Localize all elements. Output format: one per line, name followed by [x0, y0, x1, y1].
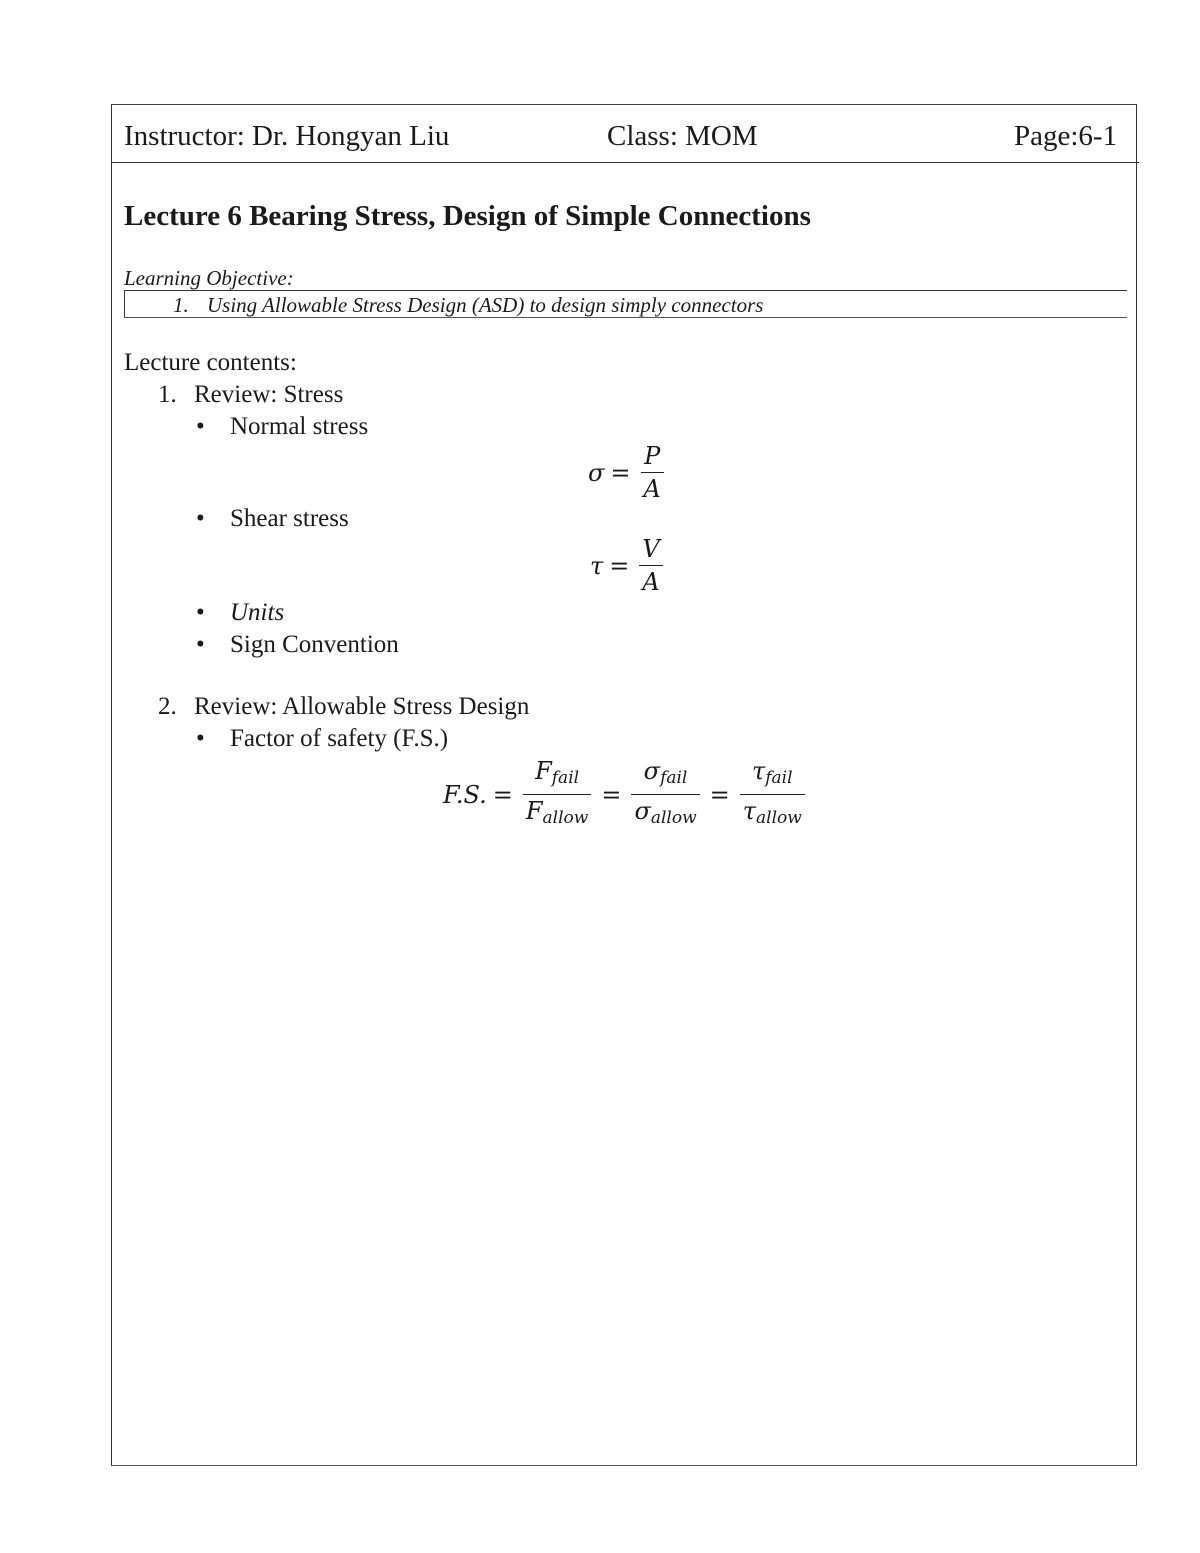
eq-fraction-normal — [631, 755, 699, 834]
eq-fraction-force — [523, 755, 591, 834]
section-review-stress — [158, 379, 343, 411]
eq-numerator — [641, 755, 691, 794]
symbol-sigma: σ — [634, 797, 651, 825]
bullet-text: Shear stress — [230, 505, 349, 532]
bullet-sign-convention — [196, 629, 399, 661]
eq-numerator: P — [644, 442, 661, 470]
header-class: Class: MOM — [607, 120, 758, 152]
section-review-asd — [158, 691, 529, 723]
eq-lhs: F.S. — [443, 780, 487, 809]
eq-equals: = — [492, 780, 513, 809]
equation-shear-stress — [590, 533, 667, 598]
header-rule — [111, 162, 1139, 163]
symbol-tau: τ — [751, 757, 766, 785]
bullet-dot-icon: • — [196, 413, 205, 440]
symbol-sigma: σ — [643, 757, 661, 785]
eq-numerator — [749, 755, 796, 794]
subscript-fail: fail — [765, 768, 793, 788]
objective-item-number: 1. — [173, 293, 189, 317]
bullet-normal-stress — [196, 411, 368, 443]
equation-factor-of-safety — [443, 755, 809, 834]
eq-fraction — [639, 533, 662, 598]
symbol-tau: τ — [742, 797, 757, 825]
bullet-dot-icon: • — [196, 631, 205, 658]
eq-denominator: A — [642, 568, 660, 596]
subscript-fail: fail — [551, 768, 580, 788]
eq-numerator: V — [642, 535, 660, 563]
bullet-factor-of-safety — [196, 723, 448, 755]
objective-item — [173, 292, 763, 318]
symbol-f: F — [535, 757, 552, 785]
subscript-allow: allow — [650, 808, 697, 828]
header-page-number: Page:6-1 — [1014, 120, 1118, 152]
contents-label: Lecture contents: — [124, 349, 297, 376]
eq-fraction-shear — [740, 755, 805, 834]
bullet-dot-icon: • — [196, 505, 205, 532]
eq-equals: = — [601, 780, 622, 809]
bullet-text: Normal stress — [230, 413, 369, 440]
section-title: Review: Allowable Stress Design — [194, 693, 530, 720]
bullet-units — [196, 597, 284, 629]
objective-label: Learning Objective: — [124, 266, 294, 290]
subscript-fail: fail — [660, 768, 688, 788]
eq-numerator — [532, 755, 582, 794]
bullet-text: Units — [230, 599, 285, 626]
subscript-allow: allow — [756, 808, 802, 828]
section-number: 1. — [158, 381, 177, 408]
eq-denominator — [631, 795, 699, 834]
objective-item-text: Using Allowable Stress Design (ASD) to design simply connectors — [207, 293, 764, 317]
section-title: Review: Stress — [194, 381, 344, 408]
header-instructor: Instructor: Dr. Hongyan Liu — [124, 120, 450, 152]
bullet-text: Factor of safety (F.S.) — [230, 725, 449, 752]
eq-lhs: τ — [590, 551, 604, 580]
eq-equals: = — [609, 551, 630, 580]
equation-normal-stress — [588, 440, 668, 505]
eq-equals: = — [709, 780, 730, 809]
section-number: 2. — [158, 693, 177, 720]
bullet-shear-stress — [196, 503, 349, 535]
lecture-title: Lecture 6 Bearing Stress, Design of Simple Connections — [124, 200, 811, 232]
eq-denominator — [740, 795, 805, 834]
symbol-f: F — [525, 797, 543, 825]
eq-lhs: σ — [588, 458, 605, 487]
bullet-text: Sign Convention — [230, 631, 399, 658]
bullet-dot-icon: • — [196, 599, 205, 626]
eq-fraction — [641, 440, 664, 505]
subscript-allow: allow — [542, 808, 589, 828]
eq-equals: = — [610, 458, 631, 487]
eq-denominator: A — [643, 475, 661, 503]
eq-denominator — [523, 795, 591, 834]
bullet-dot-icon: • — [196, 725, 205, 752]
